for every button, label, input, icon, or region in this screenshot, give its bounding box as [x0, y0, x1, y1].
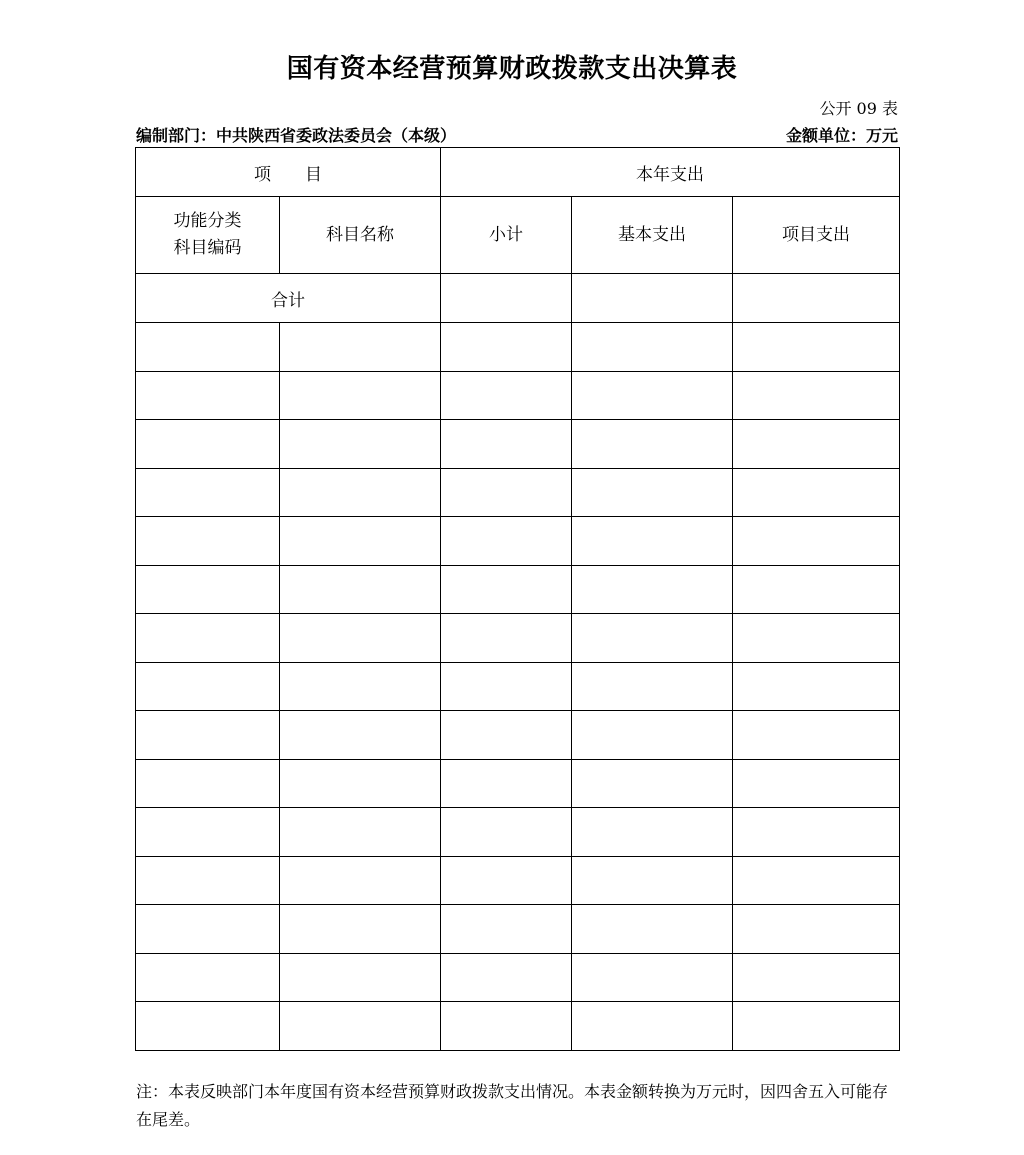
table-cell — [136, 662, 280, 711]
table-cell — [733, 614, 900, 663]
table-cell — [280, 1002, 441, 1051]
table-cell — [136, 420, 280, 469]
header-subject-name-cell: 科目名称 — [280, 197, 441, 274]
form-number: 公开 09 表 — [819, 99, 898, 118]
table-cell — [572, 323, 733, 372]
table-cell — [733, 1002, 900, 1051]
table-cell — [441, 905, 572, 954]
total-subtotal-cell — [441, 274, 572, 323]
table-row — [136, 759, 900, 808]
table-cell — [280, 905, 441, 954]
table-cell — [572, 953, 733, 1002]
table-row — [136, 565, 900, 614]
table-row — [136, 517, 900, 566]
table-row — [136, 614, 900, 663]
table-cell — [441, 371, 572, 420]
table-cell — [441, 856, 572, 905]
table-cell — [136, 953, 280, 1002]
table-cell — [572, 759, 733, 808]
table-cell — [136, 711, 280, 760]
table-cell — [733, 420, 900, 469]
table-row — [136, 371, 900, 420]
table-row — [136, 1002, 900, 1051]
table-cell — [280, 614, 441, 663]
footnote: 注：本表反映部门本年度国有资本经营预算财政拨款支出情况。本表金额转换为万元时，因四舍五入可能存在尾差。 — [136, 1082, 889, 1129]
table-row — [136, 905, 900, 954]
table-cell — [572, 808, 733, 857]
table-cell — [733, 662, 900, 711]
table-cell — [441, 468, 572, 517]
table-cell — [441, 565, 572, 614]
table-cell — [280, 759, 441, 808]
budget-table — [135, 147, 900, 1051]
table-cell — [733, 808, 900, 857]
table-row — [136, 711, 900, 760]
table-cell — [136, 323, 280, 372]
table-cell — [441, 420, 572, 469]
department-label: 编制部门：中共陕西省委政法委员会（本级） — [136, 126, 457, 145]
table-cell — [136, 468, 280, 517]
table-cell — [280, 662, 441, 711]
table-cell — [572, 1002, 733, 1051]
table-cell — [280, 808, 441, 857]
table-cell — [572, 614, 733, 663]
table-cell — [733, 323, 900, 372]
total-label-cell: 合计 — [136, 274, 441, 323]
header-code-line1: 功能分类 — [173, 211, 242, 231]
table-cell — [441, 323, 572, 372]
table-cell — [733, 371, 900, 420]
header-year-expense-cell: 本年支出 — [441, 148, 900, 197]
table-cell — [136, 905, 280, 954]
table-cell — [280, 565, 441, 614]
table-cell — [280, 711, 441, 760]
table-cell — [572, 468, 733, 517]
table-row — [136, 808, 900, 857]
table-cell — [136, 614, 280, 663]
table-cell — [733, 711, 900, 760]
table-cell — [733, 759, 900, 808]
table-cell — [441, 808, 572, 857]
table-cell — [733, 953, 900, 1002]
table-cell — [572, 420, 733, 469]
table-row — [136, 662, 900, 711]
unit-label: 金额单位：万元 — [785, 126, 898, 145]
table-cell — [733, 468, 900, 517]
table-cell — [280, 468, 441, 517]
table-cell — [441, 1002, 572, 1051]
table-row — [136, 856, 900, 905]
table-cell — [280, 323, 441, 372]
header-item-cell: 项 目 — [136, 148, 441, 197]
table-cell — [572, 662, 733, 711]
table-cell — [280, 953, 441, 1002]
header-row-1 — [136, 148, 900, 197]
total-project-cell — [733, 274, 900, 323]
table-cell — [733, 856, 900, 905]
table-cell — [733, 905, 900, 954]
table-row — [136, 953, 900, 1002]
total-row — [136, 274, 900, 323]
table-cell — [441, 517, 572, 566]
table-cell — [572, 517, 733, 566]
table-cell — [572, 905, 733, 954]
table-cell — [572, 711, 733, 760]
table-cell — [136, 565, 280, 614]
header-code-cell — [136, 197, 280, 274]
table-cell — [733, 565, 900, 614]
table-cell — [136, 759, 280, 808]
page-title: 国有资本经营预算财政拨款支出决算表 — [286, 54, 738, 84]
table-cell — [441, 614, 572, 663]
table-cell — [441, 953, 572, 1002]
table-cell — [733, 517, 900, 566]
header-project-cell: 项目支出 — [733, 197, 900, 274]
table-cell — [441, 759, 572, 808]
table-cell — [441, 662, 572, 711]
table-cell — [136, 808, 280, 857]
header-code-line2: 科目编码 — [173, 238, 242, 258]
table-cell — [280, 856, 441, 905]
table-cell — [136, 1002, 280, 1051]
total-basic-cell — [572, 274, 733, 323]
header-row-2 — [136, 197, 900, 274]
table-cell — [136, 517, 280, 566]
table-row — [136, 420, 900, 469]
table-cell — [572, 565, 733, 614]
table-cell — [280, 420, 441, 469]
table-cell — [136, 856, 280, 905]
table-row — [136, 323, 900, 372]
table-cell — [280, 371, 441, 420]
table-cell — [280, 517, 441, 566]
table-cell — [572, 856, 733, 905]
table-cell — [136, 371, 280, 420]
table-cell — [572, 371, 733, 420]
header-subtotal-cell: 小计 — [441, 197, 572, 274]
table-cell — [441, 711, 572, 760]
header-basic-cell: 基本支出 — [572, 197, 733, 274]
table-row — [136, 468, 900, 517]
